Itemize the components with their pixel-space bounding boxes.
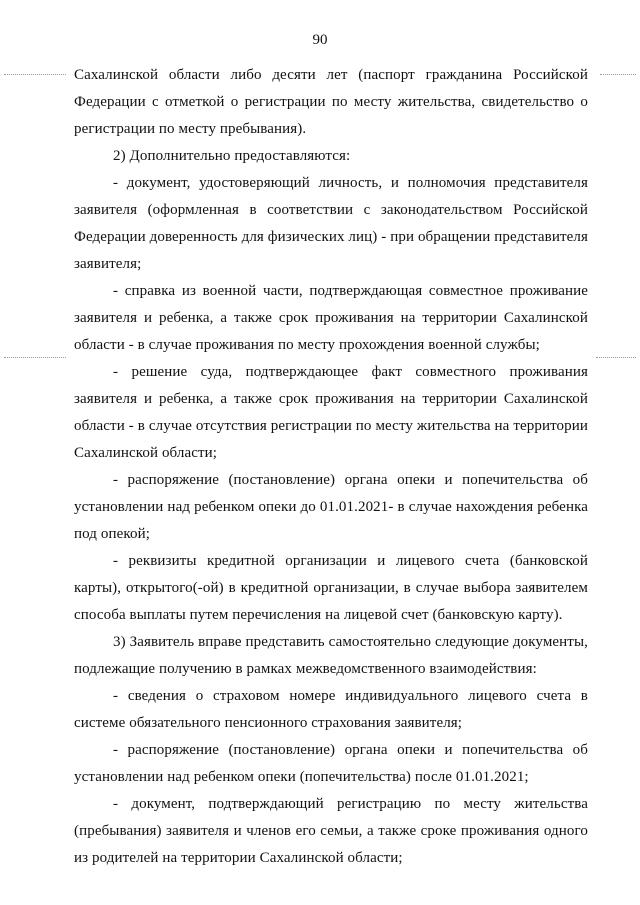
paragraph-military-certificate: - справка из военной части, подтверждающая совместное проживание заявителя и ребенка, а также срок проживания на территории Сахалинской области - в случае проживания по месту прохождения военной службы; bbox=[74, 283, 588, 353]
paragraph-court-decision: - решение суда, подтверждающее факт совместного проживания заявителя и ребенка, а также срок проживания на территории Сахалинской области - в случае отсутствия регистрации по месту жительства на территории Сахалинской области; bbox=[74, 364, 588, 461]
paragraph-registration-document: - документ, подтверждающий регистрацию по месту жительства (пребывания) заявителя и членов его семьи, а также сроке проживания одного из родителей на территории Сахалинской области; bbox=[74, 796, 588, 866]
scan-artifact-line bbox=[4, 74, 66, 76]
scan-artifact-line bbox=[600, 74, 636, 76]
scan-artifact-line bbox=[596, 357, 636, 359]
paragraph-guardianship-order: - распоряжение (постановление) органа опеки и попечительства об установлении над ребенком опеки до 01.01.2021- в случае нахождения ребенка под опекой; bbox=[74, 472, 588, 542]
paragraph-insurance-number: - сведения о страховом номере индивидуального лицевого счета в системе обязательного пенсионного страхования заявителя; bbox=[74, 688, 588, 731]
paragraph-section-3-heading: 3) Заявитель вправе представить самостоятельно следующие документы, подлежащие получению в рамках межведомственного взаимодействия: bbox=[74, 634, 588, 677]
paragraph-bank-details: - реквизиты кредитной организации и лицевого счета (банковской карты), открытого(-ой) в кредитной организации, в случае выбора заявителем способа выплаты путем перечисления на лицевой счет (банковскую карту). bbox=[74, 553, 588, 623]
scan-artifact-line bbox=[4, 357, 66, 359]
paragraph-section-2-heading: 2) Дополнительно предоставляются: bbox=[113, 148, 351, 164]
paragraph-continuation: Сахалинской области либо десяти лет (паспорт гражданина Российской Федерации с отметкой о регистрации по месту жительства, свидетельство о регистрации по месту пребывания). bbox=[74, 67, 588, 137]
paragraph-guardianship-order-after: - распоряжение (постановление) органа опеки и попечительства об установлении над ребенком опеки (попечительства) после 01.01.2021; bbox=[74, 742, 588, 785]
paragraph-representative-document: - документ, удостоверяющий личность, и полномочия представителя заявителя (оформленная в соответствии с законодательством Российской Федерации доверенность для физических лиц) - при обращении представителя заявителя; bbox=[74, 175, 588, 272]
page-number: 90 bbox=[312, 32, 328, 48]
document-body bbox=[74, 62, 588, 872]
